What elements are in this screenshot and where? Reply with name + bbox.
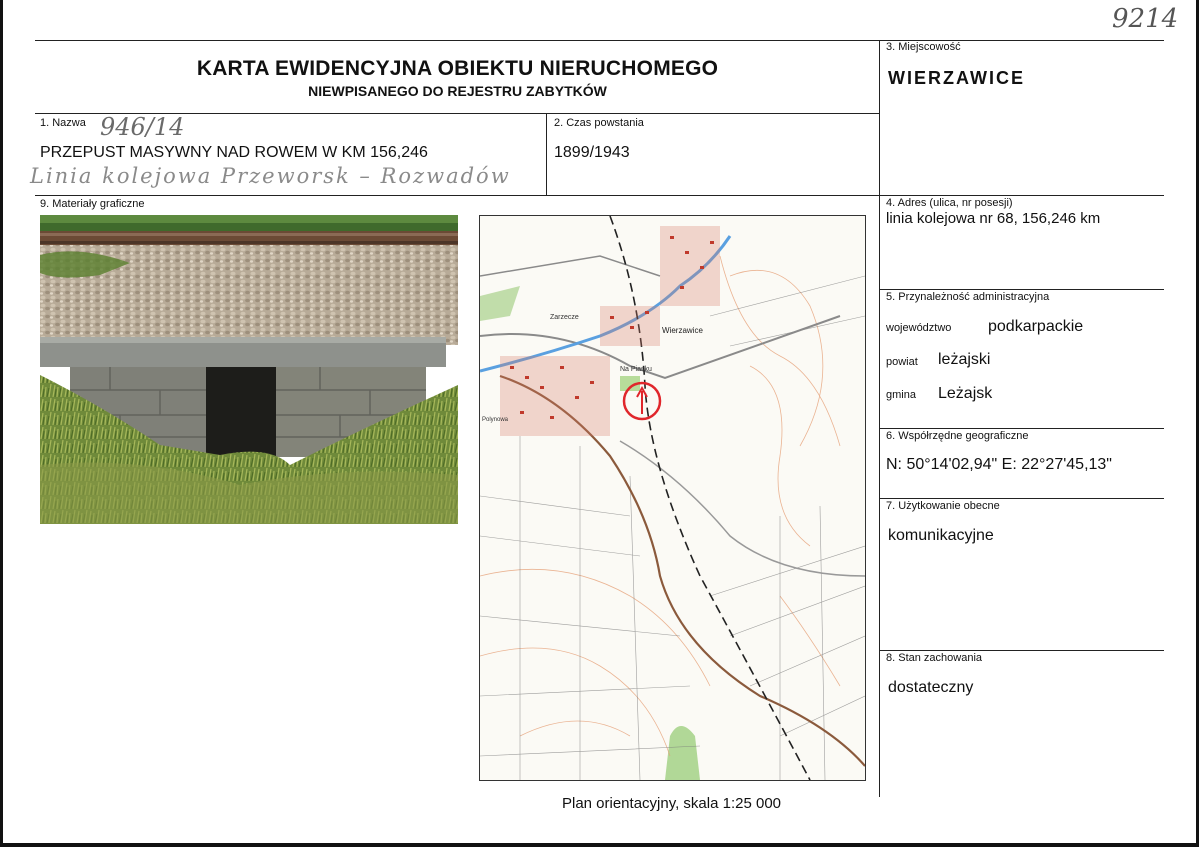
voivodeship-value: podkarpackie [988,318,1084,335]
county-label: powiat [886,356,918,368]
place-label: 3. Miejscowość [886,41,961,53]
address-label: 4. Adres (ulica, nr posesji) [886,197,1013,209]
voivodeship-label: województwo [886,322,952,334]
top-rule [35,40,1164,41]
condition-label: 8. Stan zachowania [886,652,983,664]
right-column-divider [879,40,880,797]
coords-value: N: 50°14'02,94" E: 22°27'45,13" [886,456,1112,473]
scan-edge-bottom [0,843,1199,847]
time-label: 2. Czas powstania [554,117,644,129]
county-value: leżajski [938,351,991,368]
map-label-na-piasku: Na Piasku [620,366,652,373]
map-label-zarzecze: Zarzecze [550,314,579,321]
name-handwritten-number: 946/14 [100,113,185,141]
name-value: PRZEPUST MASYWNY NAD ROWEM W KM 156,246 [40,144,428,161]
rule-before-address [879,195,1164,196]
name-bottom-rule [35,195,880,196]
coords-label: 6. Współrzędne geograficzne [886,430,1029,442]
map-label-wierzawice: Wierzawice [662,326,703,335]
culvert-photo [40,215,458,524]
place-value: WIERZAWICE [888,68,1025,88]
name-time-divider [546,113,547,195]
document-subtitle: NIEWPISANEGO DO REJESTRU ZABYTKÓW [308,83,607,99]
map-label-polynowa: Polynowa [482,417,509,423]
map-caption: Plan orientacyjny, skala 1:25 000 [561,795,782,812]
archive-number: 9214 [1112,4,1179,34]
rule-before-coords [879,428,1164,429]
usage-value: komunikacyjne [888,527,994,544]
graphics-label: 9. Materiały graficzne [40,198,145,210]
scan-edge-left [0,0,3,847]
rule-before-usage [879,498,1164,499]
name-label: 1. Nazwa [40,117,86,129]
orientation-map [479,215,866,781]
condition-value: dostateczny [888,679,974,696]
admin-label: 5. Przynależność administracyjna [886,291,1050,303]
usage-label: 7. Użytkowanie obecne [886,500,1000,512]
commune-label: gmina [886,389,916,401]
address-value: linia kolejowa nr 68, 156,246 km [886,210,1101,227]
time-value: 1899/1943 [554,144,630,161]
document-title: KARTA EWIDENCYJNA OBIEKTU NIERUCHOMEGO [196,57,719,80]
name-handwritten-note: Linia kolejowa Przeworsk – Rozwadów [30,164,511,188]
commune-value: Leżajsk [938,385,993,402]
rule-before-condition [879,650,1164,651]
rule-before-admin [879,289,1164,290]
